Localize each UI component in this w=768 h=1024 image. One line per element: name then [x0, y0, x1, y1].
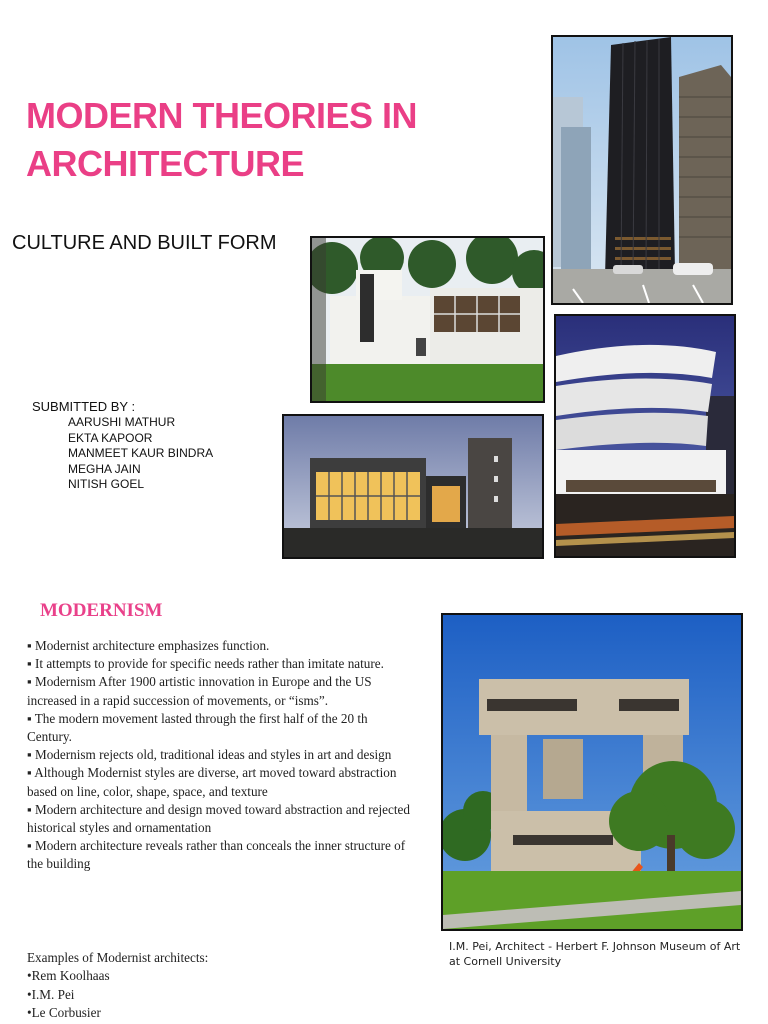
page-title: MODERN THEORIES IN ARCHITECTURE [26, 95, 418, 184]
submitted-by-label: SUBMITTED BY : [32, 399, 136, 414]
concrete-museum-photo [441, 613, 743, 931]
photo-caption: I.M. Pei, Architect - Herbert F. Johnson Museum of Art at Cornell University [449, 940, 741, 968]
example-item: •Rem Koolhaas [27, 968, 110, 984]
examples-list [27, 949, 411, 1023]
page-subtitle: CULTURE AND BUILT FORM [12, 232, 277, 254]
example-item: •Le Corbusier [27, 1005, 101, 1021]
bullet-item: ▪ Modernism rejects old, traditional ideas and styles in art and design [27, 747, 392, 763]
bullet-item: ▪ Modernism After 1900 artistic innovation in Europe and the US increased in a rapid succession of movements, or “isms”. [27, 674, 372, 708]
submitters-list [68, 415, 213, 493]
bullet-item: ▪ Modern architecture and design moved toward abstraction and rejected historical styles and ornamentation [27, 801, 410, 836]
bullet-item: ▪ The modern movement lasted through the first half of the 20 th Century. [27, 710, 368, 745]
bullet-item: ▪ Although Modernist styles are diverse, art moved toward abstraction based on line, color, shape, space, and texture [27, 765, 397, 799]
glass-office-building-photo [282, 414, 544, 559]
modernism-bullet-list [27, 637, 411, 874]
skyscraper-photo [551, 35, 733, 305]
submitter-name: MEGHA JAIN [68, 461, 141, 476]
submitter-name: EKTA KAPOOR [68, 430, 153, 445]
section-heading: MODERNISM [40, 600, 163, 621]
submitter-name: NITISH GOEL [68, 477, 145, 491]
example-item: •I.M. Pei [27, 986, 75, 1002]
white-modernist-house-photo [310, 236, 545, 403]
examples-label: Examples of Modernist architects: [27, 950, 209, 965]
spiral-museum-photo [554, 314, 736, 558]
submitter-name: MANMEET KAUR BINDRA [68, 446, 214, 460]
bullet-item: ▪ Modern architecture reveals rather than conceals the inner structure of the building [27, 838, 406, 872]
bullet-item: ▪ It attempts to provide for specific needs rather than imitate nature. [27, 656, 384, 672]
bullet-item: ▪ Modernist architecture emphasizes function. [27, 638, 270, 653]
submitter-name: AARUSHI MATHUR [68, 415, 176, 429]
